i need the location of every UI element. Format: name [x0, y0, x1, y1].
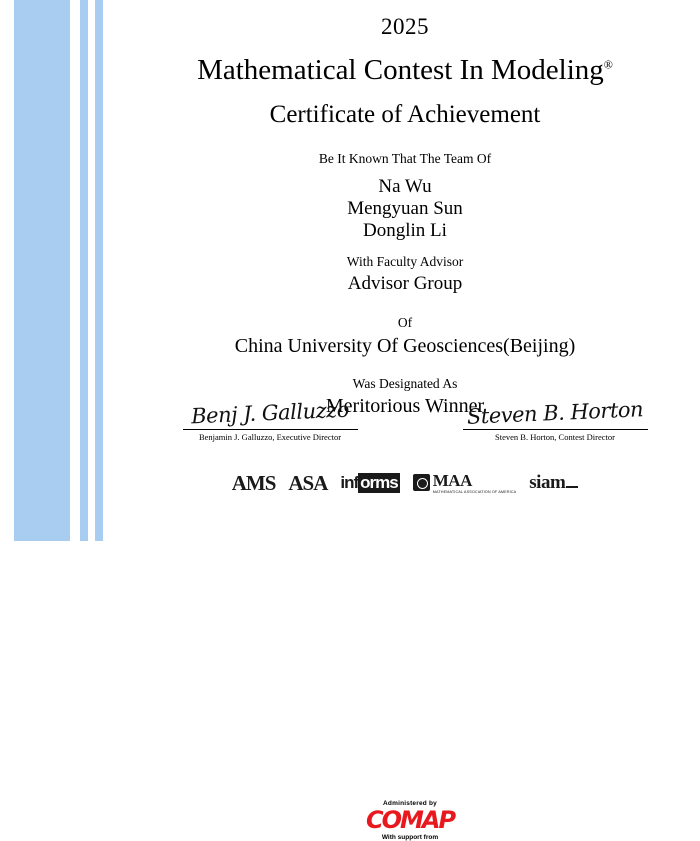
team-member: Mengyuan Sun	[347, 198, 463, 219]
left-decorative-bar-wide	[14, 0, 70, 541]
signature-caption-contest-director: Steven B. Horton, Contest Director	[495, 432, 615, 442]
sponsor-label-maa: MAA	[432, 470, 472, 490]
sponsor-logo-asa	[288, 471, 327, 496]
maa-emblem-icon	[413, 474, 430, 491]
certificate-title-text: Mathematical Contest In Modeling	[197, 54, 604, 86]
certificate-year: 2025	[381, 14, 429, 39]
certificate-subtitle: Certificate of Achievement	[269, 101, 541, 128]
sponsor-label-informs-prefix: inf	[340, 473, 359, 492]
signature-script-contest-director: Steven B. Horton	[466, 397, 644, 429]
advisor-label: With Faculty Advisor	[346, 254, 464, 269]
left-decorative-bar-thin-1	[80, 0, 88, 541]
administered-by-label: Administered by	[383, 800, 437, 807]
support-from-label: With support from	[381, 834, 439, 841]
sponsor-label-asa: ASA	[288, 470, 328, 495]
siam-underline-mark	[566, 486, 578, 488]
comap-logo: COMAP	[365, 806, 455, 834]
sponsor-logo-row	[110, 466, 700, 500]
sponsor-logo-maa	[413, 472, 517, 495]
team-member-list	[110, 176, 700, 242]
certificate-content	[110, 0, 700, 841]
sponsor-logo-siam	[529, 472, 578, 494]
institution-label: Of	[397, 315, 413, 330]
sponsor-sublabel-maa: MATHEMATICAL ASSOCIATION OF AMERICA	[432, 489, 517, 494]
team-member: Donglin Li	[363, 220, 447, 241]
sponsor-label-ams: AMS	[231, 470, 276, 495]
team-intro-label: Be It Known That The Team Of	[318, 151, 492, 166]
comap-block	[355, 800, 465, 841]
signature-caption-executive-director: Benjamin J. Galluzzo, Executive Director	[198, 432, 342, 442]
team-member: Na Wu	[378, 176, 432, 197]
sponsor-label-informs-highlight: orms	[360, 473, 398, 492]
left-decorative-bar-thin-2	[95, 0, 103, 541]
signature-block-contest-director	[450, 398, 660, 442]
sponsor-logo-ams	[232, 471, 276, 496]
certificate-title	[110, 54, 700, 87]
sponsor-label-siam: siam	[529, 472, 566, 493]
sponsor-logo-informs	[340, 473, 399, 493]
advisor-name: Advisor Group	[347, 273, 463, 294]
signature-block-executive-director	[170, 398, 370, 442]
registered-trademark-mark: ®	[603, 57, 613, 72]
award-label: Was Designated As	[352, 376, 458, 391]
maa-text-block	[433, 472, 517, 495]
institution-name: China University Of Geosciences(Beijing)	[234, 335, 576, 357]
signature-script-executive-director: Benj J. Galluzzo	[190, 397, 350, 429]
award-name: Meritorious Winner	[325, 395, 485, 417]
